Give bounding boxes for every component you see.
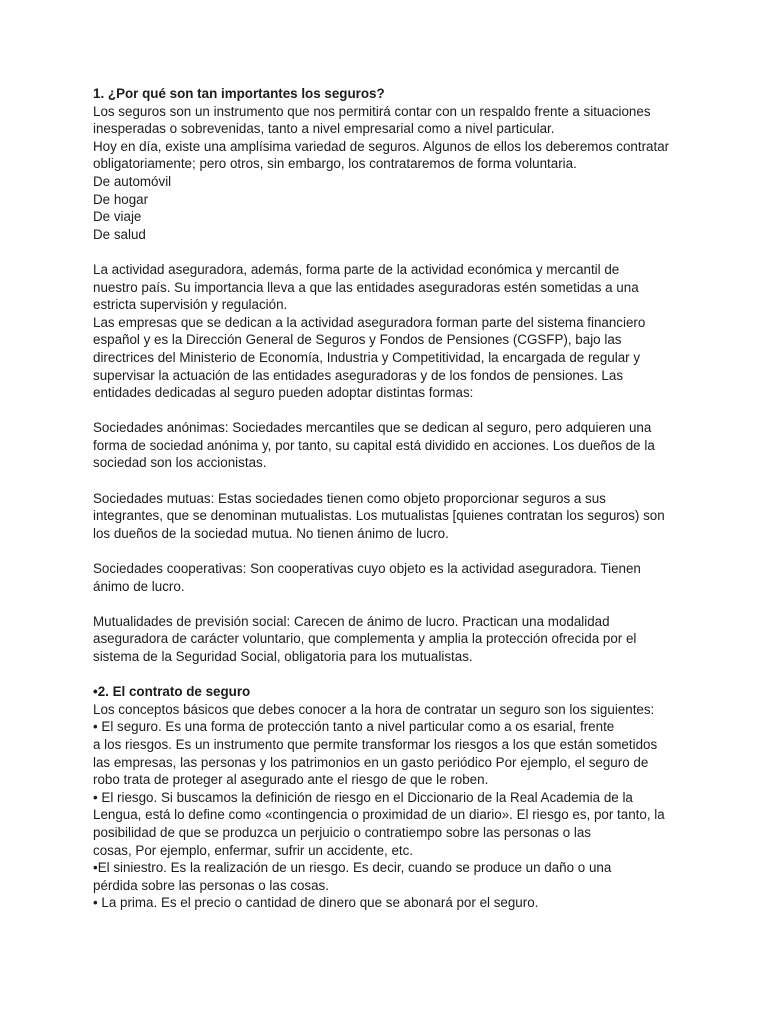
text-line: La actividad aseguradora, además, forma parte de la actividad económica y mercantil de <box>93 261 620 277</box>
text-line: Los conceptos básicos que debes conocer a la hora de contratar un seguro son los siguientes: <box>93 701 655 717</box>
text-line: entidades dedicadas al seguro pueden adoptar distintas formas: <box>93 385 474 401</box>
blank-line <box>93 595 683 613</box>
text-line: De salud <box>93 226 146 242</box>
text-line: • La prima. Es el precio o cantidad de dinero que se abonará por el seguro. <box>93 895 539 911</box>
text-line: estricta supervisión y regulación. <box>93 297 288 313</box>
text-line: • El riesgo. Si buscamos la definición de riesgo en el Diccionario de la Real Academia de la <box>93 789 633 805</box>
blank-line <box>93 243 683 261</box>
text-line: directrices del Ministerio de Economía, Industria y Competitividad, la encargada de regular y <box>93 349 641 365</box>
text-line: Los seguros son un instrumento que nos permitirá contar con un respaldo frente a situaciones <box>93 103 651 119</box>
text-line: las empresas, las personas y los patrimonios en un gasto periódico Por ejemplo, el seguro de <box>93 754 649 770</box>
text-line: Hoy en día, existe una amplísima variedad de seguros. Algunos de ellos los deberemos contratar <box>93 138 670 154</box>
text-line: Sociedades mutuas: Estas sociedades tienen como objeto proporcionar seguros a sus <box>93 490 606 506</box>
blank-line <box>93 402 683 420</box>
text-line: •El siniestro. Es la realización de un riesgo. Es decir, cuando se produce un daño o una <box>93 860 612 876</box>
blank-line <box>93 666 683 684</box>
text-line: • El seguro. Es una forma de protección tanto a nivel particular como a os esarial, frente <box>93 719 615 735</box>
document-page <box>93 85 683 912</box>
text-line: español y es la Dirección General de Seguros y Fondos de Pensiones (CGSFP), bajo las <box>93 332 622 348</box>
text-line: forma de sociedad anónima y, por tanto, su capital está dividido en acciones. Los dueños de la <box>93 437 655 453</box>
text-line: a los riesgos. Es un instrumento que permite transformar los riesgos a los que están sometidos <box>93 736 658 752</box>
text-line: De hogar <box>93 191 149 207</box>
text-line: robo trata de proteger al asegurado ante el riesgo de que le roben. <box>93 772 489 788</box>
blank-line <box>93 472 683 490</box>
text-line: De viaje <box>93 209 142 225</box>
text-line: integrantes, que se denominan mutualistas. Los mutualistas [quienes contratan los seguros) son <box>93 508 665 524</box>
text-line: cosas, Por ejemplo, enfermar, sufrir un accidente, etc. <box>93 842 414 858</box>
section-heading: •2. El contrato de seguro <box>93 684 251 700</box>
text-line: Sociedades cooperativas: Son cooperativas cuyo objeto es la actividad aseguradora. Tienen <box>93 561 641 577</box>
text-line: De automóvil <box>93 173 172 189</box>
text-line: nuestro país. Su importancia lleva a que las entidades aseguradoras estén sometidas a una <box>93 279 639 295</box>
text-line: ánimo de lucro. <box>93 578 185 594</box>
text-line: Las empresas que se dedican a la actividad aseguradora forman parte del sistema financiero <box>93 314 646 330</box>
text-line: supervisar la actuación de las entidades aseguradoras y de los fondos de pensiones. Las <box>93 367 624 383</box>
text-line: obligatoriamente; pero otros, sin embargo, los contrataremos de forma voluntaria. <box>93 156 577 172</box>
text-line: Mutualidades de previsión social: Carecen de ánimo de lucro. Practican una modalidad <box>93 613 610 629</box>
section-heading: 1. ¿Por qué son tan importantes los seguros? <box>93 86 385 101</box>
text-line: pérdida sobre las personas o las cosas. <box>93 877 329 893</box>
blank-line <box>93 542 683 560</box>
text-line: sistema de la Seguridad Social, obligatoria para los mutualistas. <box>93 649 473 664</box>
text-line: los dueños de la sociedad mutua. No tienen ánimo de lucro. <box>93 525 449 541</box>
text-line: aseguradora de carácter voluntario, que complementa y amplia la protección ofrecida por el <box>93 631 637 647</box>
text-line: sociedad son los accionistas. <box>93 455 267 471</box>
text-line: posibilidad de que se produzca un perjuicio o contratiempo sobre las personas o las <box>93 824 591 840</box>
text-line: inesperadas o sobrevenidas, tanto a nivel empresarial como a nivel particular. <box>93 121 555 137</box>
text-line: Lengua, está lo define como «contingencia o proximidad de un diario». El riesgo es, por tanto, la <box>93 807 665 823</box>
text-line: Sociedades anónimas: Sociedades mercantiles que se dedican al seguro, pero adquieren una <box>93 420 652 436</box>
